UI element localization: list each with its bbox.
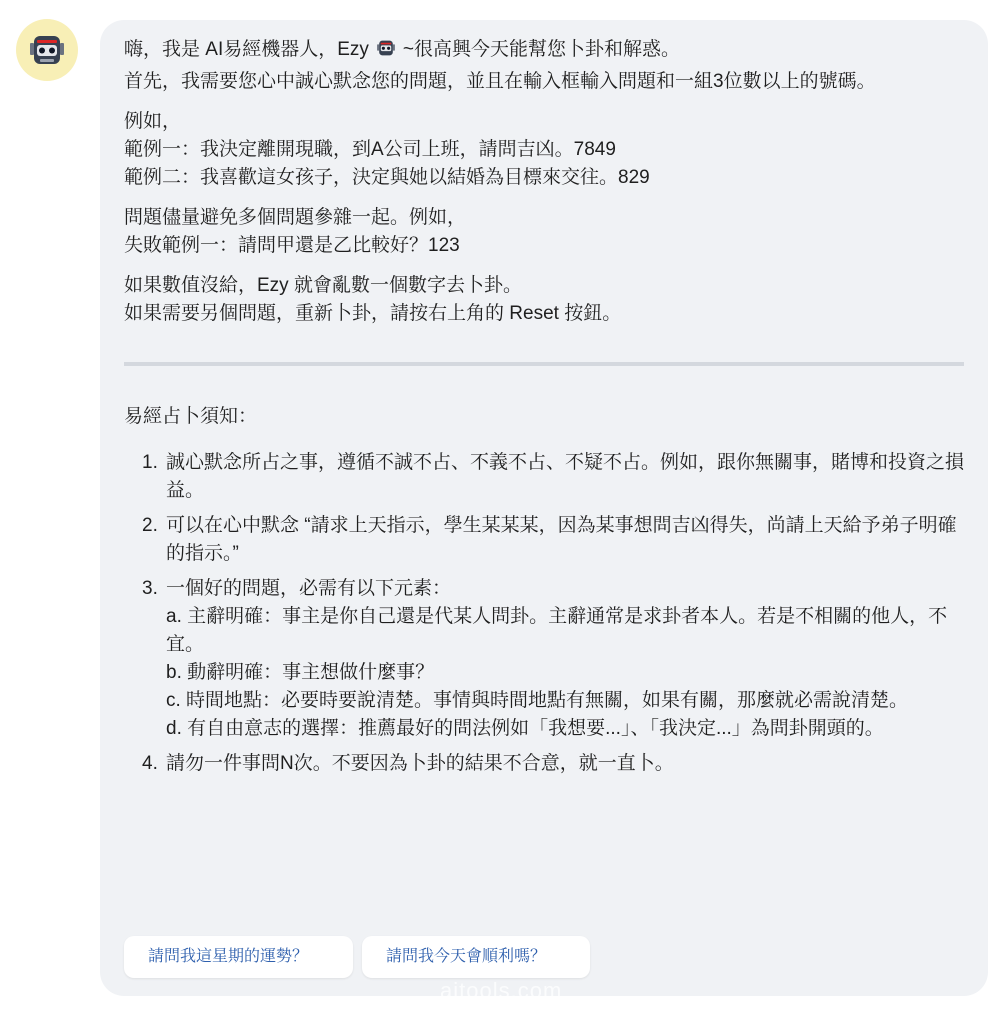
intro-line-1	[124, 36, 974, 68]
intro-text-post: ~很高興今天能幫您卜卦和解惑。	[402, 39, 681, 60]
notes-list	[124, 449, 974, 778]
suggestion-buttons	[124, 936, 590, 978]
robot-icon	[26, 29, 68, 71]
robot-icon	[375, 37, 397, 68]
list-item	[124, 449, 974, 505]
sub-item-d: d. 有自由意志的選擇：推薦最好的問法例如「我想要...」、「我決定...」為問卦開頭的。	[166, 718, 884, 739]
reset-line: 如果需要另個問題，重新卜卦，請按右上角的 Reset 按鈕。	[124, 303, 622, 324]
intro-line-2: 首先，我需要您心中誠心默念您的問題，並且在輸入框輸入問題和一組3位數以上的號碼。	[124, 71, 876, 92]
sub-list	[166, 603, 968, 743]
avatar	[16, 19, 78, 81]
list-item	[124, 750, 974, 778]
sub-item-c: c. 時間地點：必要時要說清楚。事情與時間地點有無關，如果有關，那麼就必需說清楚。	[166, 690, 909, 711]
reset-paragraph	[124, 272, 974, 328]
notes-title: 易經占卜須知：	[124, 406, 258, 427]
examples-paragraph	[124, 108, 974, 192]
list-number: 4.	[142, 753, 158, 774]
suggestion-button-today-smooth[interactable]: 請問我今天會順利嗎？	[362, 936, 590, 978]
list-number: 3.	[142, 578, 158, 599]
suggestion-button-weekly-fortune[interactable]: 請問我這星期的運勢？	[124, 936, 353, 978]
example-header: 例如，	[124, 111, 182, 132]
list-item	[124, 575, 974, 743]
list-number: 2.	[142, 515, 158, 536]
list-text: 請勿一件事問N次。不要因為卜卦的結果不合意，就一直卜。	[166, 753, 674, 774]
sub-item-b: b. 動辭明確：事主想做什麼事？	[166, 662, 435, 683]
message-content	[124, 36, 974, 785]
avoid-paragraph	[124, 204, 974, 260]
watermark: aitools.com	[440, 978, 563, 1003]
avoid-line: 問題儘量避免多個問題參雜一起。例如，	[124, 207, 467, 228]
example-1: 範例一：我決定離開現職，到A公司上班，請問吉凶。7849	[124, 139, 616, 160]
list-text: 誠心默念所占之事，遵循不誠不占、不義不占、不疑不占。例如，跟你無關事，賭博和投資之損益。	[166, 452, 965, 501]
list-number: 1.	[142, 452, 158, 473]
no-number-line: 如果數值沒給，Ezy 就會亂數一個數字去卜卦。	[124, 275, 522, 296]
intro-paragraph	[124, 36, 974, 96]
list-text: 可以在心中默念 “請求上天指示，學生某某某，因為某事想問吉凶得失，尚請上天給予弟子明確的指示。”	[166, 515, 957, 564]
intro-text-pre: 嗨，我是 AI易經機器人，Ezy	[124, 39, 369, 60]
fail-example: 失敗範例一：請問甲還是乙比較好？123	[124, 235, 460, 256]
example-2: 範例二：我喜歡這女孩子，決定與她以結婚為目標來交往。829	[124, 167, 650, 188]
list-item	[124, 512, 974, 568]
list-text: 一個好的問題，必需有以下元素：	[166, 578, 452, 599]
divider	[124, 362, 964, 366]
sub-item-a: a. 主辭明確：事主是你自己還是代某人問卦。主辭通常是求卦者本人。若是不相關的他人，不宜。	[166, 606, 948, 655]
